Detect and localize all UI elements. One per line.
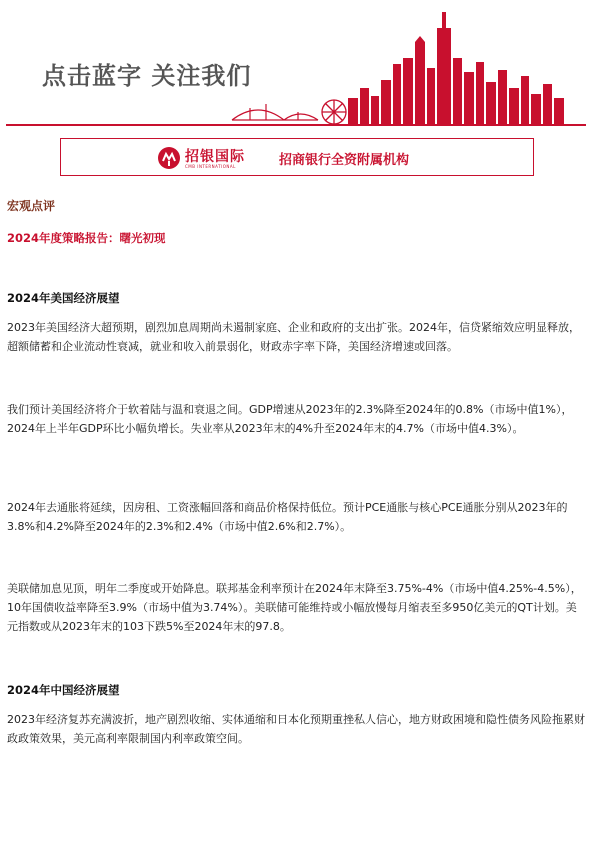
section-label: 宏观点评 — [7, 199, 56, 213]
us-paragraph-4: 美联储加息见顶，明年二季度或开始降息。联邦基金利率预计在2024年末降至3.75%-4%（市场中值4.25%-4.5%），10年国债收益率降至3.9%（市场中值为3.74%）。美联储可能维持或小幅放慢每月缩表至多950亿美元的QT计划。美元指数或从2023年末的103下跌5%至2024年末的97.8。 — [7, 582, 582, 633]
us-paragraph-3: 2024年去通胀将延续，因房租、工资涨幅回落和商品价格保持低位。预计PCE通胀与核心PCE通胀分别从2023年的3.8%和4.2%降至2024年的2.3%和2.4%（市场中值2.6%和2.7%）。 — [7, 501, 568, 533]
header — [0, 0, 595, 132]
cmb-logo-icon — [157, 146, 181, 170]
china-paragraph-1: 2023年经济复苏充满波折，地产剧烈收缩、实体通缩和日本化预期重挫私人信心，地方财政困境和隐性债务风险拖累财政政策效果，美元高利率限制国内利率政策空间。 — [7, 713, 585, 745]
report-title: 2024年度策略报告：曙光初现 — [7, 231, 166, 245]
header-title: 点击蓝字 关注我们 — [42, 62, 252, 90]
logo-text-en: CMB INTERNATIONAL — [185, 164, 236, 169]
banner-slogan: 招商银行全资附属机构 — [279, 153, 410, 168]
us-paragraph-1: 2023年美国经济大超预期，剧烈加息周期尚未遏制家庭、企业和政府的支出扩张。2024年，信贷紧缩效应明显释放，超额储蓄和企业流动性衰减，就业和收入前景弱化，财政赤字率下降，美国经济增速或回落。 — [7, 321, 580, 353]
us-outlook-heading: 2024年美国经济展望 — [7, 291, 120, 305]
logo-text-cn: 招银国际 — [185, 149, 245, 165]
brand-banner — [60, 138, 534, 176]
us-paragraph-2: 我们预计美国经济将介于软着陆与温和衰退之间。GDP增速从2023年的2.3%降至2024年的0.8%（市场中值1%），2024年上半年GDP环比小幅负增长。失业率从2023年末的4%升至2024年末的4.7%（市场中值4.3%）。 — [7, 403, 573, 435]
china-outlook-heading: 2024年中国经济展望 — [7, 683, 120, 697]
